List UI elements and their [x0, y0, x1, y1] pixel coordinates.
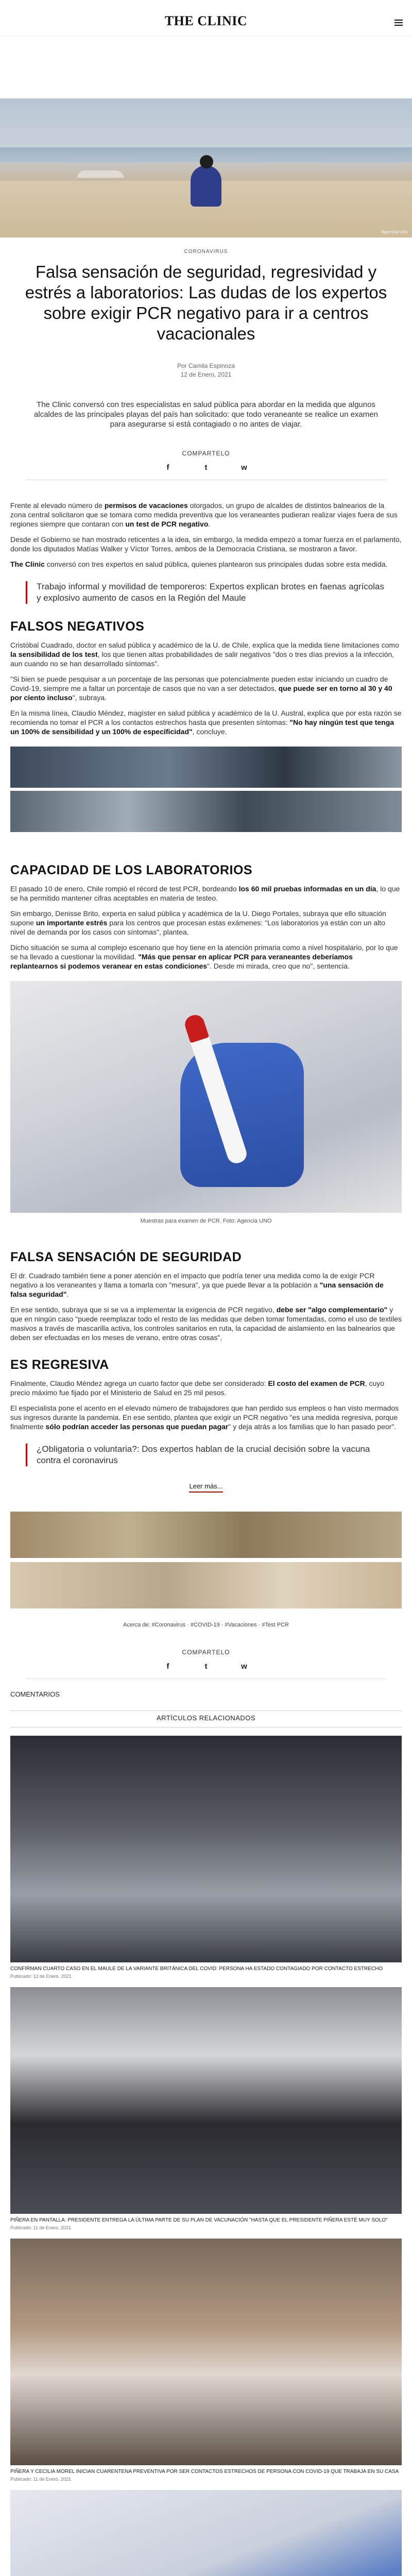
related-quote-link[interactable]: ¿Obligatoria o voluntaria?: Dos expertos hablan de la crucial decisión sobre la vacuna contra el coronavirus — [26, 1444, 386, 1466]
related-card-image[interactable] — [10, 1736, 402, 1962]
article-byline — [0, 362, 412, 379]
related-card-caption[interactable]: CONFIRMAN CUARTO CASO EN EL MAULE DE LA VARIANTE BRITÁNICA DEL COVID: PERSONA HA ESTADO CONTAGIADO POR CONTACTO ESTRECHO — [10, 1966, 383, 1972]
twitter-icon[interactable]: t — [204, 463, 208, 472]
related-card[interactable] — [10, 1736, 402, 1979]
body-paragraph: El pasado 10 de enero, Chile rompió el récord de test PCR, bordeando los 60 mil pruebas informadas en un día, lo que se ha permitido mantener cifras aceptables en materia de testeo. — [10, 885, 400, 902]
hero-image — [0, 98, 412, 238]
article-date: 12 de Enero, 2021 — [180, 371, 232, 378]
facebook-icon[interactable]: f — [166, 1662, 169, 1671]
body-paragraph: "Si bien se puede pesquisar a un porcentaje de las personas que potencialmente pueden estar iniciando un cuadro de Covid-19, siempre me a faltar un porcentaje de casos que no van a ser detectados, que puede ser en torno al 30 y 40 por ciento incluso", subraya. — [10, 675, 392, 702]
related-section-header — [0, 1710, 412, 1727]
embedded-image — [10, 747, 402, 788]
related-card-date: Publicado: 12 de Enero, 2021 — [10, 1974, 72, 1979]
article-lead: The Clinic conversó con tres especialistas en salud pública para abordar en la medida que algunos alcaldes de las principales playas del país han solicitado: que todo veraneante se realice un examen para asegurarse si está contagiado o no antes de viajar. — [34, 400, 378, 429]
share-block-top — [0, 450, 412, 480]
comments-heading[interactable]: COMENTARIOS — [10, 1690, 60, 1698]
hamburger-menu-icon[interactable] — [394, 20, 403, 26]
photo-credit: Agencia Uno — [381, 229, 408, 234]
related-card[interactable] — [10, 2490, 402, 2576]
embedded-image — [10, 1562, 402, 1608]
share-label: COMPARTELO — [182, 450, 230, 457]
facebook-icon[interactable]: f — [166, 463, 169, 472]
embedded-image — [10, 791, 402, 832]
related-card-date: Publicado: 11 de Enero, 2021 — [10, 2225, 71, 2230]
article-author[interactable]: Por Camila Espinoza — [177, 362, 235, 369]
pcr-sample-photo — [10, 981, 402, 1213]
body-paragraph: Desde el Gobierno se han mostrado reticentes a la idea, sin embargo, la medida empezó a tomar fuerza en el parlamento, donde los diputados Matías Walker y Víctor Torres, ambos de la Democracia Cristiana, se mostraron a favor. — [10, 535, 402, 553]
twitter-icon[interactable]: t — [204, 1662, 208, 1671]
share-label: COMPARTELO — [182, 1649, 230, 1656]
body-paragraph: Cristóbal Cuadrado, doctor en salud pública y académico de la U. de Chile, explica que la medida tiene limitaciones como la sensibilidad de los test, los que tienen altas probabilidades de salir negativos "dos o tres días previos a la infección, aun cuando no se han desarrollado síntomas". — [10, 641, 399, 668]
related-card-caption[interactable]: PIÑERA EN PANTALLA: PRESIDENTE ENTREGA LA ÚLTIMA PARTE DE SU PLAN DE VACUNACIÓN "HASTA QUE EL PRESIDENTE PIÑERA ESTÉ MUY SOLO" — [10, 2217, 388, 2223]
section-heading: ES REGRESIVA — [10, 1358, 109, 1372]
section-heading: CAPACIDAD DE LOS LABORATORIOS — [10, 863, 253, 877]
embedded-image — [10, 1512, 402, 1558]
body-paragraph: El especialista pone el acento en el elevado número de trabajadores que han perdido sus empleos o han visto mermados sus ingresos durante la pandemia. En ese sentido, plantea que exigir un PCR negativo "es una medida regresiva, porque finalmente sólo podrían acceder las personas que puedan pagar" y deja atrás a los familias que lo han pasado peor". — [10, 1404, 399, 1431]
tags-list[interactable]: #Coronavirus · #COVID-19 · #Vacaciones · #Test PCR — [151, 1622, 289, 1628]
body-paragraph: Finalmente, Claudio Méndez agrega un cuarto factor que debe ser considerado: El costo del examen de PCR, cuyo precio máximo fue fijado por el Ministerio de Salud en 25 mil pesos. — [10, 1379, 385, 1397]
share-block-bottom — [0, 1649, 412, 1679]
related-card[interactable] — [10, 2239, 402, 2482]
read-more-link[interactable]: Leer más... — [0, 1482, 412, 1491]
related-card-caption[interactable]: PIÑERA Y CECILIA MOREL INICIAN CUARENTENA PREVENTIVA POR SER CONTACTOS ESTRECHOS DE PERSONA CON COVID-19 QUE TRABAJA EN SU CASA — [10, 2469, 399, 2475]
site-logo[interactable]: THE CLINIC — [164, 13, 248, 28]
body-paragraph: Dicho situación se suma al complejo escenario que hoy tiene en la atención primaria como a nivel hospitalario, por lo que se ha llevado a cuestionar la movilidad. "Más que pensar en aplicar PCR para veraneantes deberíamos replantearnos si podemos veranear en estas condiciones". Desde mi mirada, creo que no", sentencia. — [10, 943, 398, 970]
site-header — [0, 0, 412, 37]
related-card-date: Publicado: 11 de Enero, 2021 — [10, 2477, 71, 2482]
body-paragraph: En ese sentido, subraya que si se va a implementar la exigencia de PCR negativo, debe ser "algo complementario" y que en ningún caso "puede reemplazar todo el resto de las medidas que deben tomar fomentadas, como el uso de textiles masivos a través de mascarilla activa, los controles sanitarios en ruta, la capacidad de aislamiento en las balnearios que deben ser efectuadas en los meses de verano, entre otras cosas". — [10, 1306, 402, 1342]
body-paragraph: Frente al elevado número de permisos de vacaciones otorgados, un grupo de alcaldes de distintos balnearios de la zona central solicitaron que se tomara como medida preventiva que los veraneantes pudieran realizar viajes fuera de sus regiones siempre que contaran con un test de PCR negativo. — [10, 501, 398, 528]
related-title: ARTÍCULOS RELACIONADOS — [156, 1714, 256, 1722]
section-heading: FALSA SENSACIÓN DE SEGURIDAD — [10, 1250, 242, 1264]
body-paragraph: En la misma línea, Claudio Méndez, magíster en salud pública y académico de la U. Austral, explica que por esta razón se recomienda no tomar el PCR a los contactos estrechos hasta que presenten síntomas: "No hay ningún test que tenga un 100% de sensibilidad y un 100% de especificidad", concluye. — [10, 709, 402, 736]
related-quote-link[interactable]: Trabajo informal y movilidad de temporeros: Expertos explican brotes en faenas agrícolas y explosivo aumento de casos en la Región del Maule — [26, 581, 386, 604]
section-heading: FALSOS NEGATIVOS — [10, 619, 145, 634]
tags-label: Acerca de: — [123, 1622, 150, 1628]
related-card-image[interactable] — [10, 2490, 402, 2576]
related-card-image[interactable] — [10, 1987, 402, 2214]
related-card-image[interactable] — [10, 2239, 402, 2465]
related-card[interactable] — [10, 1987, 402, 2230]
article-title: Falsa sensación de seguridad, regresividad y estrés a laboratorios: Las dudas de los expertos sobre exigir PCR negativo para ir a centros vacacionales — [25, 262, 387, 343]
body-paragraph: The Clinic conversó con tres expertos en salud pública, quienes plantearon sus principales dudas sobre esta medida. — [10, 560, 388, 568]
whatsapp-icon[interactable]: w — [241, 1662, 247, 1671]
photo-caption: Muestras para examen de PCR. Foto: Agencia UNO — [140, 1218, 272, 1224]
body-paragraph: El dr. Cuadrado también tiene a poner atención en el impacto que podría tener una medida como la de exigir PCR negativo a los veraneantes y llama a tomarla con "mesura", ya que puede llevar a la población a "una sensación de falsa seguridad". — [10, 1272, 384, 1298]
article-category[interactable]: CORONAVIRUS — [184, 249, 228, 255]
article-tags — [0, 1622, 412, 1628]
body-paragraph: Sin embargo, Denisse Brito, experta en salud pública y académica de la U. Diego Portales, subraya que ello situación supone un importante estrés para los centros que procesan estas exámenes: "Los laboratorios ya están con un alto nivel de demanda por los casos con síntomas", plantea. — [10, 909, 386, 936]
whatsapp-icon[interactable]: w — [241, 463, 247, 472]
